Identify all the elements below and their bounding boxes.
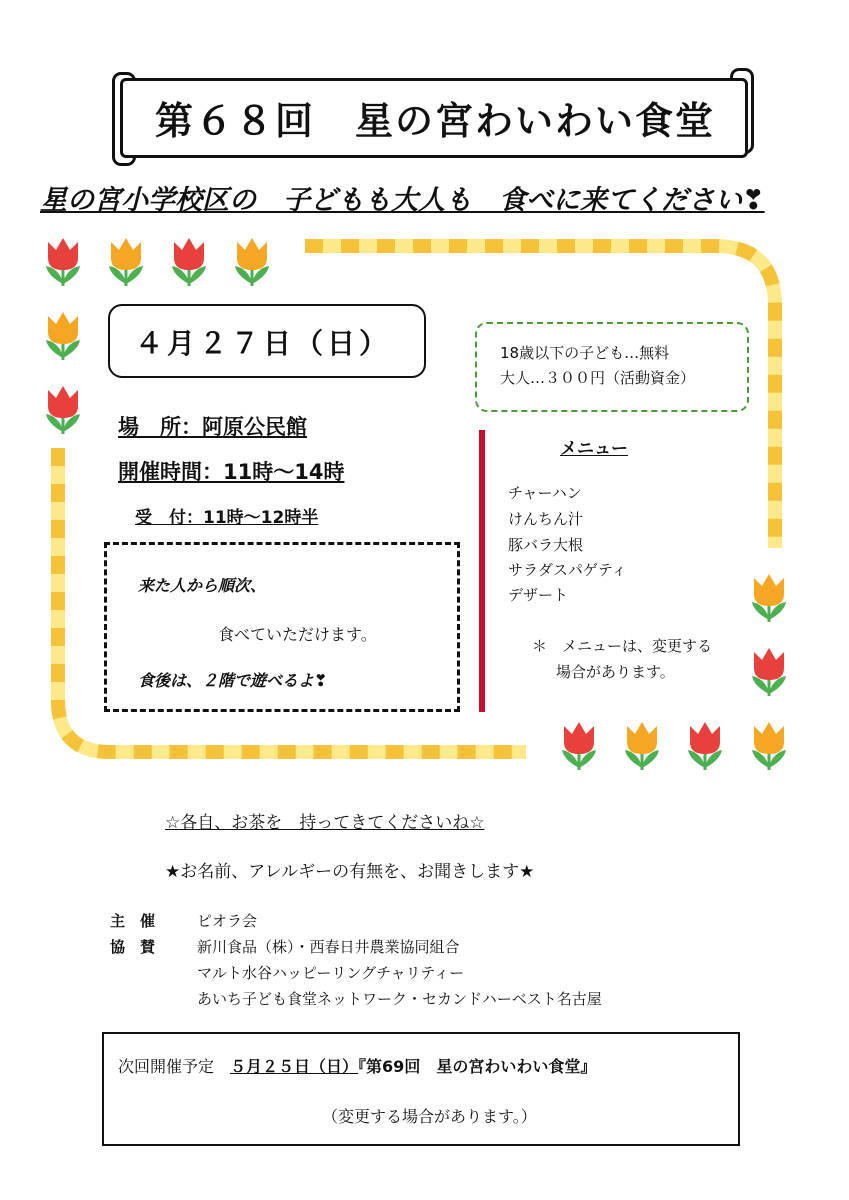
subtitle: 星の宮小学校区の 子どもも大人も 食べに来てください❣ (40, 185, 765, 216)
next-event-label: 次回開催予定 (118, 1057, 215, 1076)
next-event-box (102, 1032, 740, 1146)
menu-note: ＊ メニューは、変更する (532, 637, 713, 655)
message-line-3: 食後は、２階で遊べるよ❣ (138, 671, 328, 690)
fee-adult: 大人…３００円（活動資金） (500, 369, 696, 387)
next-event-date: ５月２５日（日） (230, 1057, 359, 1076)
host-name: ピオラ会 (197, 912, 258, 930)
tulip-icon (748, 646, 790, 696)
tea-note: ☆各自、お茶を 持ってきてくださいね☆ (165, 813, 485, 833)
tulip-icon (621, 720, 663, 770)
host-label: 主 催 (110, 912, 156, 930)
page-title: 第６８回 星の宮わいわい食堂 (154, 99, 715, 143)
menu-note-cont: 場合があります。 (556, 663, 675, 681)
sponsor-label: 協 賛 (110, 938, 156, 956)
tulip-icon (168, 236, 210, 286)
message-line-1: 来た人から順次、 (138, 576, 267, 595)
sponsor-2: マルト水谷ハッピーリングチャリティー (197, 964, 465, 982)
sponsor-3: あいち子ども食堂ネットワーク・セカンドハーベスト名古屋 (197, 990, 602, 1008)
tulip-icon (105, 236, 147, 286)
menu-title: メニュー (560, 439, 628, 459)
tulip-icon (558, 720, 600, 770)
sponsor-1: 新川食品（株）・西春日井農業協同組合 (197, 938, 460, 956)
next-event-note: （変更する場合があります。） (322, 1107, 537, 1126)
tulip-icon (231, 236, 273, 286)
tulip-icon (748, 720, 790, 770)
menu-item: けんちん汁 (508, 510, 584, 528)
tulip-icon (748, 572, 790, 622)
menu-item: サラダスパゲティ (508, 561, 627, 579)
next-event-line (118, 1054, 596, 1077)
allergy-note: ★お名前、アレルギーの有無を、お聞きします★ (165, 862, 535, 882)
tulip-icon (42, 236, 84, 286)
opening-hours: 開催時間：11時～14時 (118, 460, 345, 484)
menu-item: デザート (508, 586, 569, 604)
menu-item: チャーハン (508, 484, 582, 502)
menu-item: 豚バラ大根 (508, 536, 584, 554)
fee-child: 18歳以下の子ども…無料 (500, 344, 670, 362)
divider (479, 430, 485, 712)
reception-hours: 受 付：11時～12時半 (135, 508, 319, 528)
venue: 場 所：阿原公民館 (118, 415, 307, 439)
next-event-name: 『第69回 星の宮わいわい食堂』 (358, 1057, 597, 1076)
message-line-2: 食べていただけます。 (218, 625, 377, 644)
tulip-icon (684, 720, 726, 770)
event-date: ４月２７日（日） (135, 327, 392, 360)
tulip-icon (42, 310, 84, 360)
tulip-icon (42, 384, 84, 434)
